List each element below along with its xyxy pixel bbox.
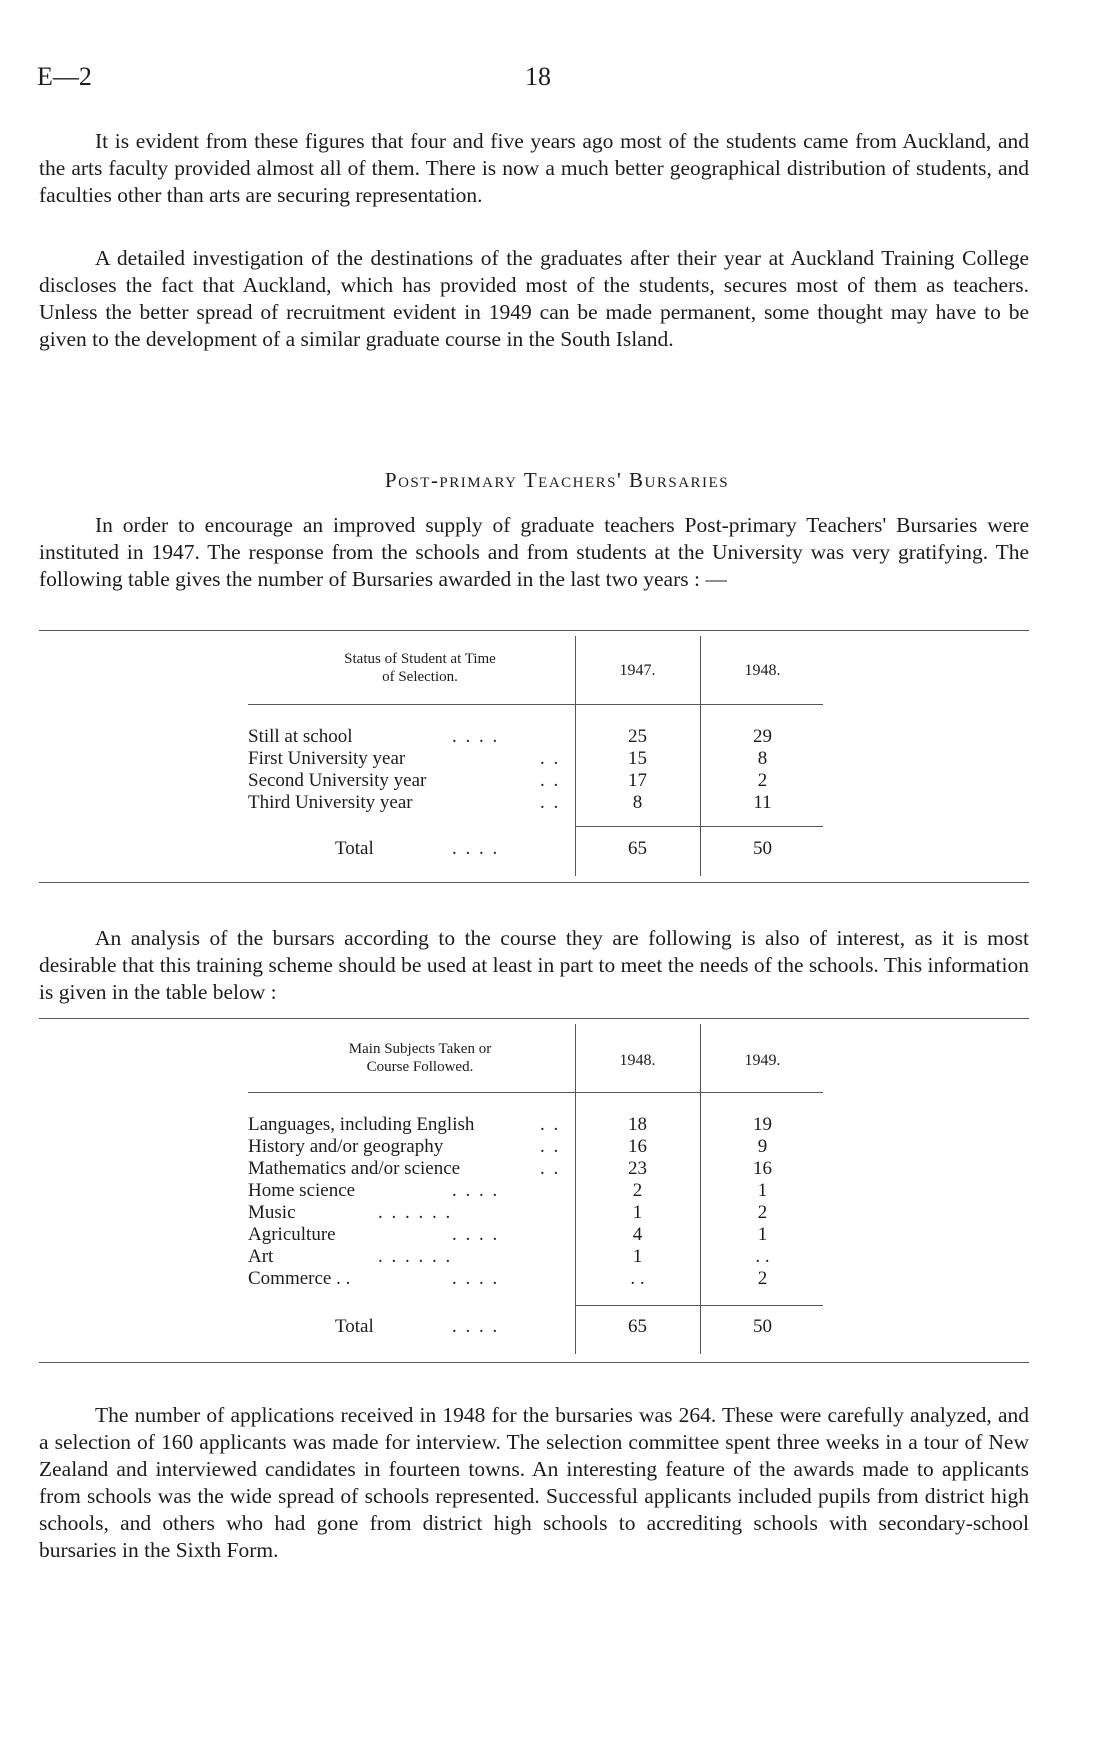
table-cell: 16 [753,1158,772,1179]
table-cell: 15 [628,748,647,769]
table-cell: 8 [757,748,768,769]
total-label: Total [335,838,374,859]
row-label: Home science [248,1180,356,1201]
leader-dots: . . . . [452,1268,500,1289]
year-header: 1947. [619,662,656,679]
year-header: 1948. [744,662,781,679]
header-line: of Selection. [382,669,458,685]
paragraph-2: A detailed investigation of the destinations of the graduates after their year at Auckland Training College discloses the fact that Auckland, which has provided most of the students, secures most of them as teachers. Unless the better spread of recruitment evident in 1949 can be made permanent, some thought may have to be given to the development of a similar graduate course in the South Island. [39,246,1029,351]
year-header: 1949. [744,1052,781,1069]
table-header-rule [248,1092,823,1093]
table-column-header [290,1040,550,1076]
row-label: Second University year [248,770,427,791]
table-cell: 19 [753,1114,772,1135]
row-label: Commerce . . [248,1268,351,1289]
table-cell: 29 [753,726,772,747]
table-cell: . . [630,1268,645,1289]
table-cell: 1 [632,1202,643,1223]
page-number: 18 [525,62,551,91]
table-cell: 2 [757,770,768,791]
row-label: Mathematics and/or science [248,1158,461,1179]
table-cell: 4 [632,1224,643,1245]
paragraph-5: The number of applications received in 1948 for the bursaries was 264. These were carefully analyzed, and a selection of 160 applicants was made for interview. The selection committee spent three weeks in a tour of New Zealand and interviewed candidates in fourteen towns. An interesting feature of the awards made to applicants from schools was the wide spread of schools represented. Successful applicants included pupils from district high schools, and others who had gone from district high schools to accrediting schools with secondary-school bursaries in the Sixth Form. [39,1403,1029,1562]
paragraph-1: It is evident from these figures that four and five years ago most of the students came from Auckland, and the arts faculty provided almost all of them. There is now a much better geographical distribution of students, and faculties other than arts are securing representation. [39,129,1029,207]
leader-dots: . . . . [452,726,500,747]
leader-dots: . . . . [452,1316,500,1337]
total-cell: 50 [753,838,772,859]
table-cell: 2 [757,1268,768,1289]
leader-dots: . . . . [452,1180,500,1201]
table-cell: 23 [628,1158,647,1179]
row-label: Languages, including English [248,1114,475,1135]
leader-dots: . . [540,748,561,769]
header-line: Status of Student at Time [344,651,496,667]
table-header-rule [248,704,823,705]
paragraph-3: In order to encourage an improved supply of graduate teachers Post-primary Teachers' Bursaries were instituted in 1947. The response from the schools and from students at the University was very gratifying. The following table gives the number of Bursaries awarded in the last two years : — [39,513,1029,591]
table-total-rule [575,1305,823,1306]
table-bottom-rule [39,882,1029,883]
paragraph-4: An analysis of the bursars according to the course they are following is also of interest, as it is most desirable that this training scheme should be used at least in part to meet the needs of the schools. This information is given in the table below : [39,926,1029,1004]
row-label: Third University year [248,792,413,813]
leader-dots: . . [540,1158,561,1179]
leader-dots: . . . . . . [378,1246,453,1267]
table-total-rule [575,826,823,827]
table-cell: 2 [757,1202,768,1223]
leader-dots: . . . . [452,1224,500,1245]
total-label: Total [335,1316,374,1337]
table-cell: 16 [628,1136,647,1157]
total-cell: 65 [628,838,647,859]
table-cell: 8 [632,792,643,813]
row-label: History and/or geography [248,1136,444,1157]
table-cell: 18 [628,1114,647,1135]
table-cell: 1 [757,1180,768,1201]
table-column-header [290,650,550,686]
table-cell: 25 [628,726,647,747]
year-header: 1948. [619,1052,656,1069]
header-line: Main Subjects Taken or [348,1041,492,1057]
leader-dots: . . [540,1114,561,1135]
row-label: Agriculture [248,1224,336,1245]
table-top-rule [39,630,1029,631]
document-code: E—2 [37,62,92,91]
section-heading: Post-primary Teachers' Bursaries [384,468,730,492]
row-label: First University year [248,748,406,769]
row-label: Art [248,1246,274,1267]
table-cell: 1 [632,1246,643,1267]
leader-dots: . . . . . . [378,1202,453,1223]
leader-dots: . . [540,1136,561,1157]
table-cell: 1 [757,1224,768,1245]
total-cell: 50 [753,1316,772,1337]
table-bottom-rule [39,1362,1029,1363]
header-line: Course Followed. [366,1059,474,1075]
table-top-rule [39,1018,1029,1019]
table-cell: 17 [628,770,647,791]
leader-dots: . . [540,770,561,791]
row-label: Music [248,1202,296,1223]
table-cell: 11 [753,792,772,813]
table-cell: 9 [757,1136,768,1157]
table-cell: . . [755,1246,770,1267]
total-cell: 65 [628,1316,647,1337]
row-label: Still at school [248,726,353,747]
table-cell: 2 [632,1180,643,1201]
leader-dots: . . [540,792,561,813]
leader-dots: . . . . [452,838,500,859]
